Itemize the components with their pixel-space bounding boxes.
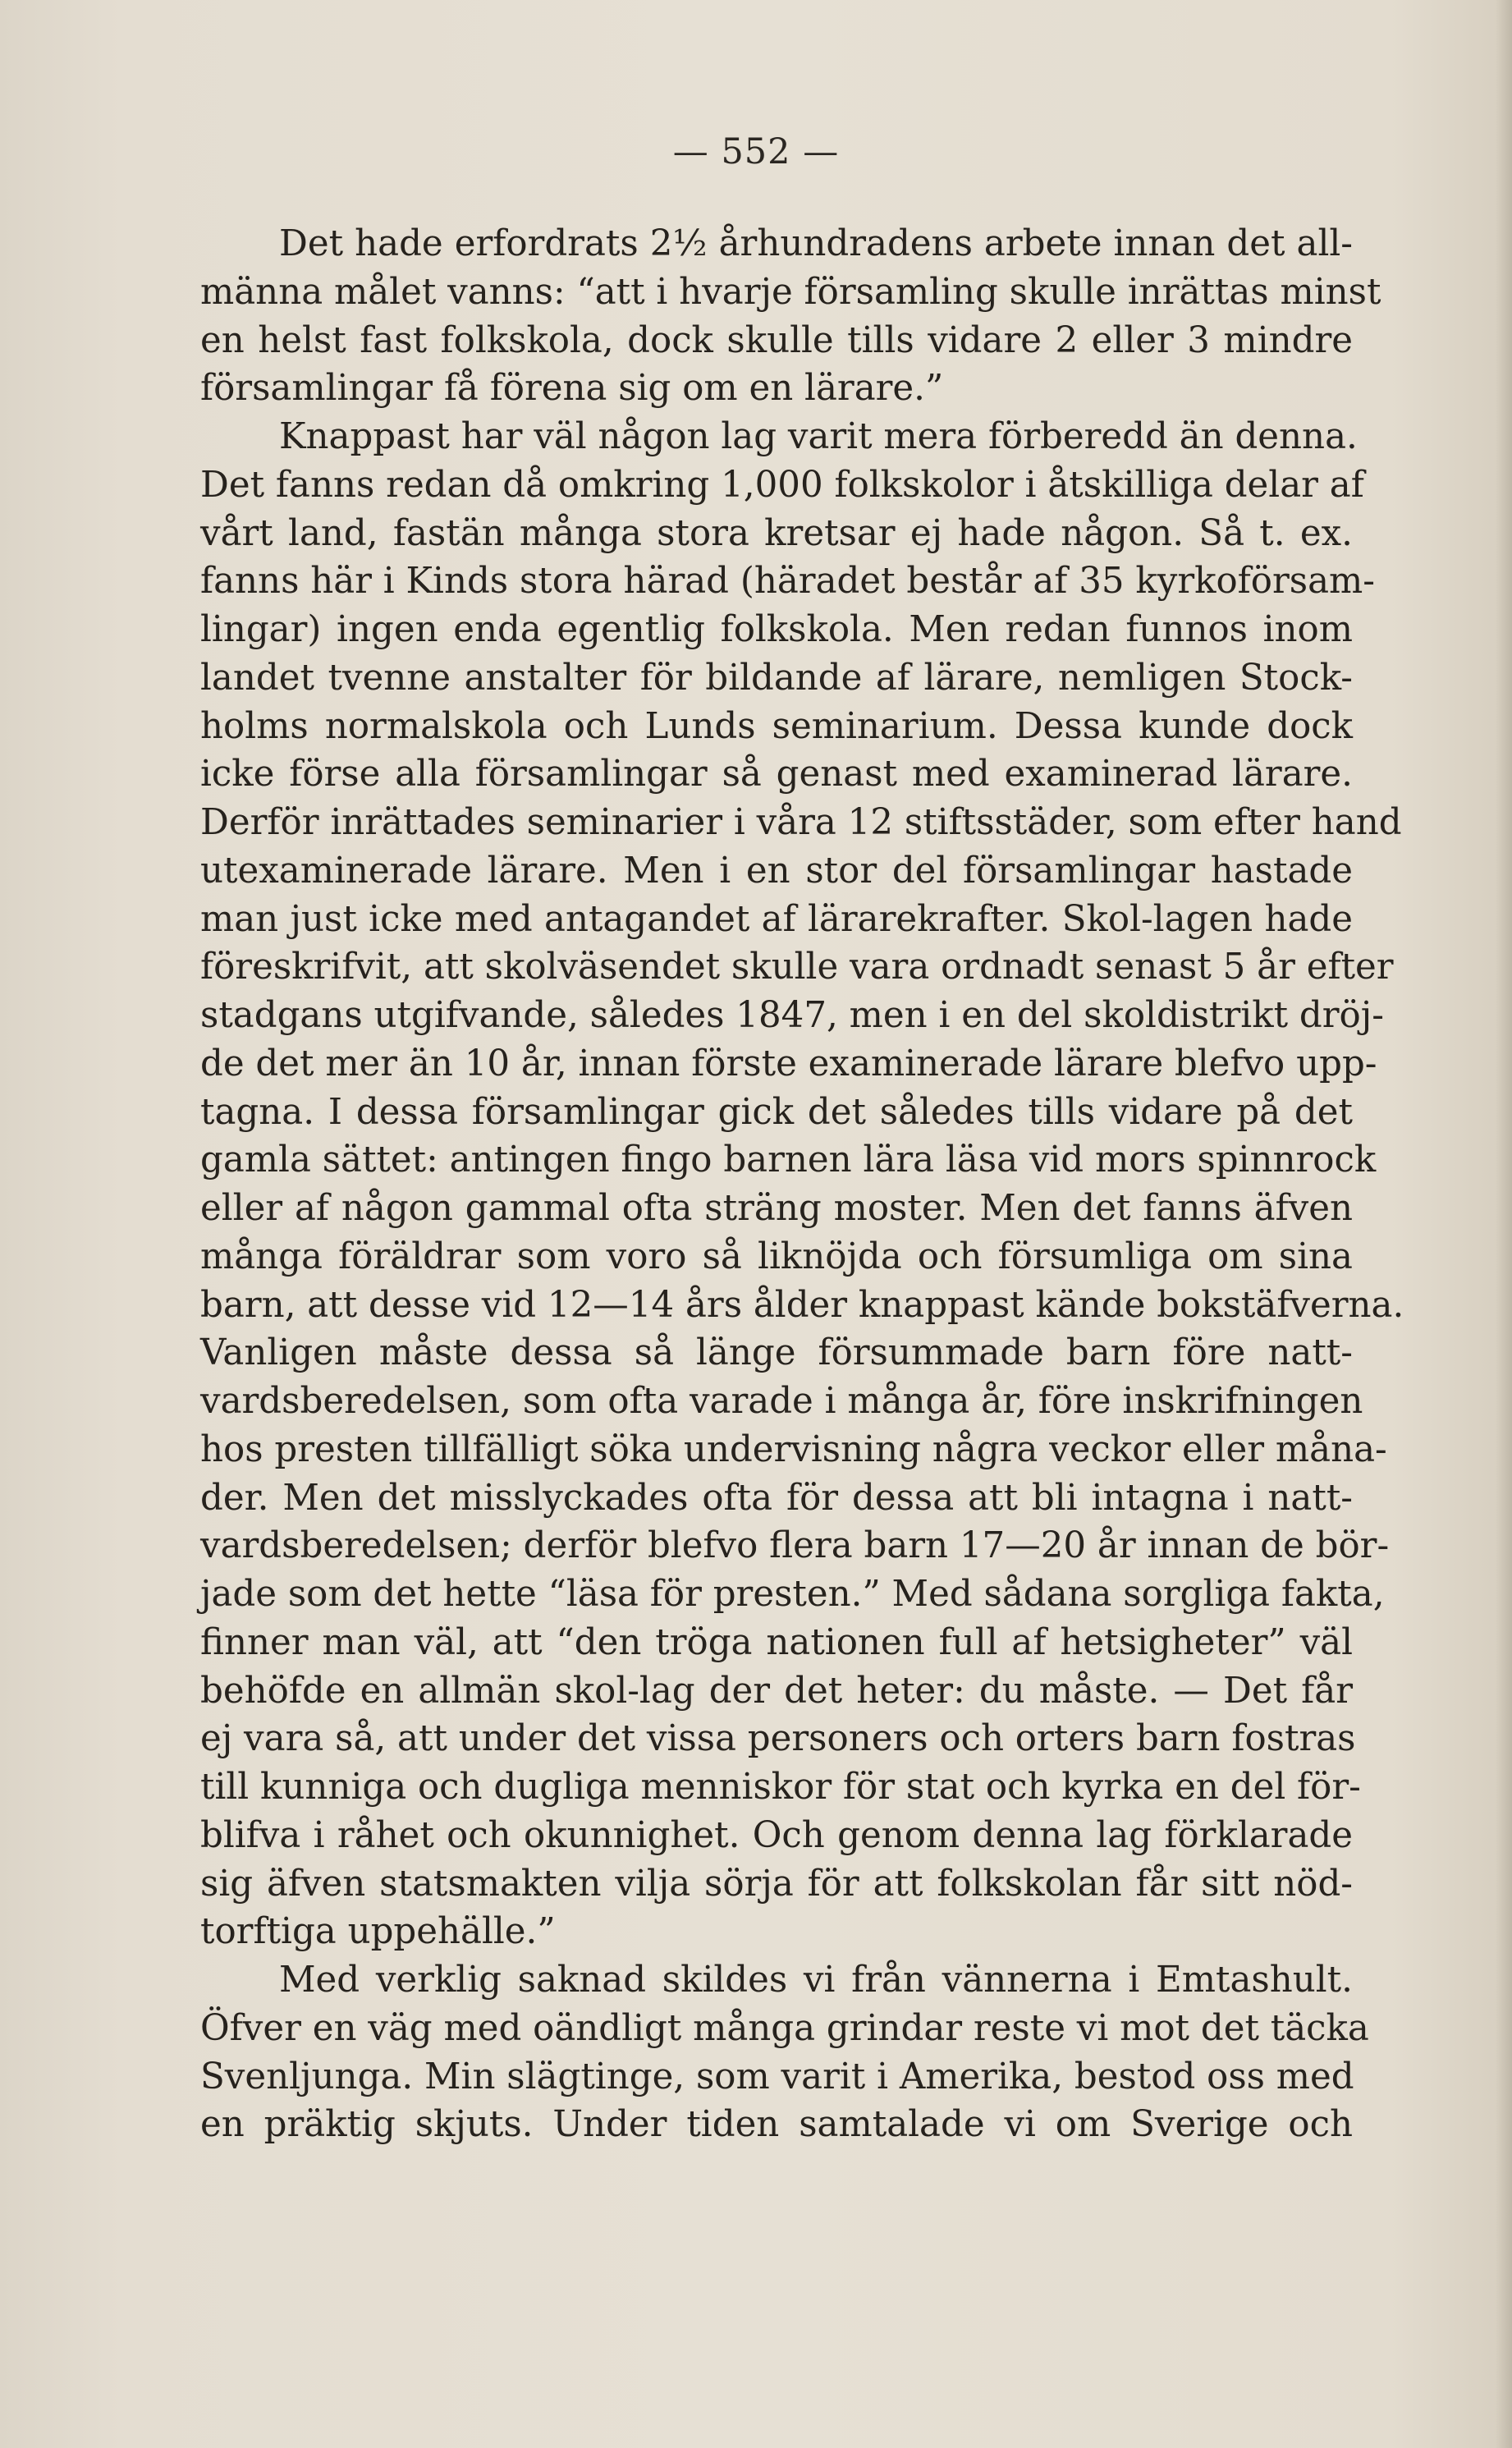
text-line: männa målet vanns: “att i hvarje församling skulle inrättas minst bbox=[200, 271, 1381, 313]
text-line: icke förse alla församlingar så genast med examinerad lärare. bbox=[200, 754, 1353, 795]
text-line: finner man väl, att “den tröga nationen full af hetsigheter” väl bbox=[200, 1621, 1353, 1663]
text-line: de det mer än 10 år, innan förste examinerade lärare blefvo upp- bbox=[200, 1043, 1377, 1084]
page-edge-shadow bbox=[1496, 0, 1512, 2448]
text-line: många föräldrar som voro så liknöjda och försumliga om sina bbox=[200, 1235, 1353, 1277]
text-line: holms normalskola och Lunds seminarium. Dessa kunde dock bbox=[200, 705, 1353, 747]
text-line: barn, att desse vid 12—14 års ålder knappast kände bokstäfverna. bbox=[200, 1284, 1404, 1326]
text-line: man just icke med antagandet af lärarekrafter. Skol-lagen hade bbox=[200, 898, 1353, 940]
text-line: fanns här i Kinds stora härad (häradet består af 35 kyrkoförsam- bbox=[200, 561, 1375, 603]
text-line: Derför inrättades seminarier i våra 12 stiftsstäder, som efter hand bbox=[200, 802, 1402, 843]
text-line: gamla sättet: antingen fingo barnen lära läsa vid mors spinnrock bbox=[200, 1139, 1377, 1181]
text-line: tagna. I dessa församlingar gick det således tills vidare på det bbox=[200, 1091, 1353, 1133]
text-line: Det hade erfordrats 2½ århundradens arbete innan det all- bbox=[279, 223, 1353, 264]
text-line: en präktig skjuts. Under tiden samtalade vi om Sverige och bbox=[200, 2104, 1353, 2146]
text-line: församlingar få förena sig om en lärare.” bbox=[200, 368, 944, 410]
text-line: Vanligen måste dessa så länge försummade barn före natt- bbox=[200, 1332, 1353, 1374]
text-line: ej vara så, att under det vissa personers och orters barn fostras bbox=[200, 1718, 1356, 1760]
text-line: der. Men det misslyckades ofta för dessa att bli intagna i natt- bbox=[200, 1477, 1353, 1519]
text-line: Knappast har väl någon lag varit mera förberedd än denna. bbox=[279, 416, 1358, 457]
body-text bbox=[200, 220, 1404, 2149]
text-line: Med verklig saknad skildes vi från vännerna i Emtashult. bbox=[279, 1960, 1353, 2001]
text-line: stadgans utgifvande, således 1847, men i en del skoldistrikt dröj- bbox=[200, 995, 1384, 1036]
page-number: — 552 — bbox=[672, 131, 840, 172]
text-line: behöfde en allmän skol-lag der det heter: du måste. — Det får bbox=[200, 1670, 1353, 1712]
text-line: torftiga uppehälle.” bbox=[200, 1911, 556, 1953]
text-line: vårt land, fastän många stora kretsar ej hade någon. Så t. ex. bbox=[200, 512, 1353, 554]
text-line: Svenljunga. Min slägtinge, som varit i Amerika, bestod oss med bbox=[200, 2056, 1354, 2097]
text-line: utexaminerade lärare. Men i en stor del församlingar hastade bbox=[200, 850, 1353, 892]
text-line: till kunniga och dugliga menniskor för stat och kyrka en del för- bbox=[200, 1767, 1361, 1808]
text-line: en helst fast folkskola, dock skulle tills vidare 2 eller 3 mindre bbox=[200, 319, 1353, 361]
text-line: hos presten tillfälligt söka undervisning några veckor eller måna- bbox=[200, 1428, 1387, 1470]
text-line: Öfver en väg med oändligt många grindar reste vi mot det täcka bbox=[200, 2007, 1369, 2049]
text-line: eller af någon gammal ofta sträng moster. Men det fanns äfven bbox=[200, 1188, 1353, 1229]
text-line: jade som det hette “läsa för presten.” Med sådana sorgliga fakta, bbox=[200, 1574, 1385, 1615]
text-line: landet tvenne anstalter för bildande af lärare, nemligen Stock- bbox=[200, 657, 1353, 699]
text-line: föreskrifvit, att skolväsendet skulle vara ordnadt senast 5 år efter bbox=[200, 947, 1394, 988]
text-line: vardsberedelsen; derför blefvo flera barn 17—20 år innan de bör- bbox=[200, 1525, 1390, 1567]
text-line: sig äfven statsmakten vilja sörja för att folkskolan får sitt nöd- bbox=[200, 1863, 1353, 1905]
text-line: Det fanns redan då omkring 1,000 folkskolor i åtskilliga delar af bbox=[200, 464, 1364, 506]
text-line: lingar) ingen enda egentlig folkskola. Men redan funnos inom bbox=[200, 609, 1353, 650]
text-line: vardsberedelsen, som ofta varade i många år, före inskrifningen bbox=[200, 1381, 1363, 1422]
text-line: blifva i råhet och okunnighet. Och genom denna lag förklarade bbox=[200, 1814, 1353, 1856]
